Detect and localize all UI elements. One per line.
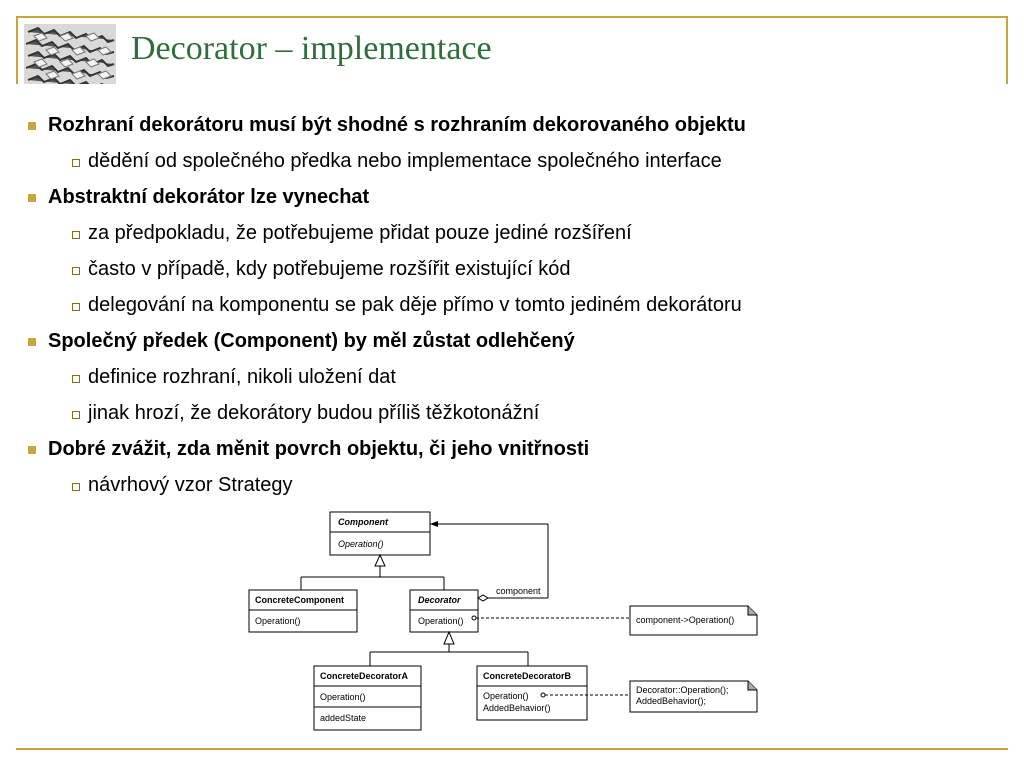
uml-class-diagram bbox=[244, 506, 764, 736]
bullet-text: definice rozhraní, nikoli uložení dat bbox=[88, 366, 396, 388]
component-class-name: Component bbox=[338, 517, 388, 527]
bullet-item bbox=[28, 112, 1008, 148]
inheritance-arrow bbox=[444, 632, 454, 644]
bullet-text: Rozhraní dekorátoru musí být shodné s rozhraním dekorovaného objektu bbox=[48, 114, 746, 136]
hollow-square-bullet-icon bbox=[72, 303, 80, 311]
hollow-square-bullet-icon bbox=[72, 159, 80, 167]
concrete-decorator-a-state: addedState bbox=[320, 713, 367, 723]
bullet-text: Společný předek (Component) by měl zůstat odlehčený bbox=[48, 330, 575, 352]
aggregation-diamond-icon bbox=[478, 595, 488, 601]
sub-bullet-item bbox=[28, 148, 1008, 184]
tessellation-logo-icon bbox=[24, 24, 116, 84]
bullet-item bbox=[28, 436, 1008, 472]
sub-bullet-item bbox=[28, 220, 1008, 256]
decorator-operation: Operation() bbox=[418, 616, 464, 626]
square-bullet-icon bbox=[28, 446, 36, 454]
bullet-text: delegování na komponentu se pak děje přímo v tomto jediném dekorátoru bbox=[88, 294, 742, 316]
sub-bullet-item bbox=[28, 364, 1008, 400]
sub-bullet-item bbox=[28, 472, 1008, 508]
bullet-text: jinak hrozí, že dekorátory budou příliš těžkotonážní bbox=[88, 402, 540, 424]
slide-title: Decorator – implementace bbox=[131, 30, 492, 67]
sub-bullet-item bbox=[28, 292, 1008, 328]
note2-line2: AddedBehavior(); bbox=[636, 696, 707, 706]
square-bullet-icon bbox=[28, 338, 36, 346]
concrete-component-operation: Operation() bbox=[255, 616, 301, 626]
frame-right-line bbox=[1006, 16, 1008, 84]
frame-top-line bbox=[16, 16, 1008, 18]
hollow-square-bullet-icon bbox=[72, 231, 80, 239]
hollow-square-bullet-icon bbox=[72, 375, 80, 383]
hollow-square-bullet-icon bbox=[72, 483, 80, 491]
bullet-text: Dobré zvážit, zda měnit povrch objektu, či jeho vnitřnosti bbox=[48, 438, 590, 460]
square-bullet-icon bbox=[28, 194, 36, 202]
component-association-label: component bbox=[496, 586, 541, 596]
bullet-text: dědění od společného předka nebo implementace společného interface bbox=[88, 150, 722, 172]
sub-bullet-item bbox=[28, 400, 1008, 436]
decorator-class-name: Decorator bbox=[418, 595, 461, 605]
concrete-decorator-b-behavior: AddedBehavior() bbox=[483, 703, 551, 713]
frame-bottom-line bbox=[16, 748, 1008, 750]
concrete-decorator-b-operation: Operation() bbox=[483, 691, 529, 701]
square-bullet-icon bbox=[28, 122, 36, 130]
bullet-item bbox=[28, 328, 1008, 364]
bullet-text: za předpokladu, že potřebujeme přidat pouze jediné rozšíření bbox=[88, 222, 632, 244]
hollow-square-bullet-icon bbox=[72, 411, 80, 419]
frame-left-line bbox=[16, 16, 18, 84]
hollow-square-bullet-icon bbox=[72, 267, 80, 275]
sub-bullet-item bbox=[28, 256, 1008, 292]
note2-line1: Decorator::Operation(); bbox=[636, 685, 729, 695]
concrete-decorator-b-class-name: ConcreteDecoratorB bbox=[483, 671, 572, 681]
inheritance-arrow bbox=[375, 555, 385, 566]
association-arrow bbox=[430, 521, 438, 527]
bullet-text: Abstraktní dekorátor lze vynechat bbox=[48, 186, 370, 208]
concrete-decorator-a-operation: Operation() bbox=[320, 692, 366, 702]
concrete-component-class-name: ConcreteComponent bbox=[255, 595, 345, 605]
component-operation: Operation() bbox=[338, 539, 384, 549]
bullet-item bbox=[28, 184, 1008, 220]
note1-text: component->Operation() bbox=[636, 615, 735, 625]
bullet-text: návrhový vzor Strategy bbox=[88, 474, 293, 496]
bullet-list bbox=[28, 112, 1008, 508]
bullet-text: často v případě, kdy potřebujeme rozšířit existující kód bbox=[88, 258, 571, 280]
concrete-decorator-a-class-name: ConcreteDecoratorA bbox=[320, 671, 409, 681]
